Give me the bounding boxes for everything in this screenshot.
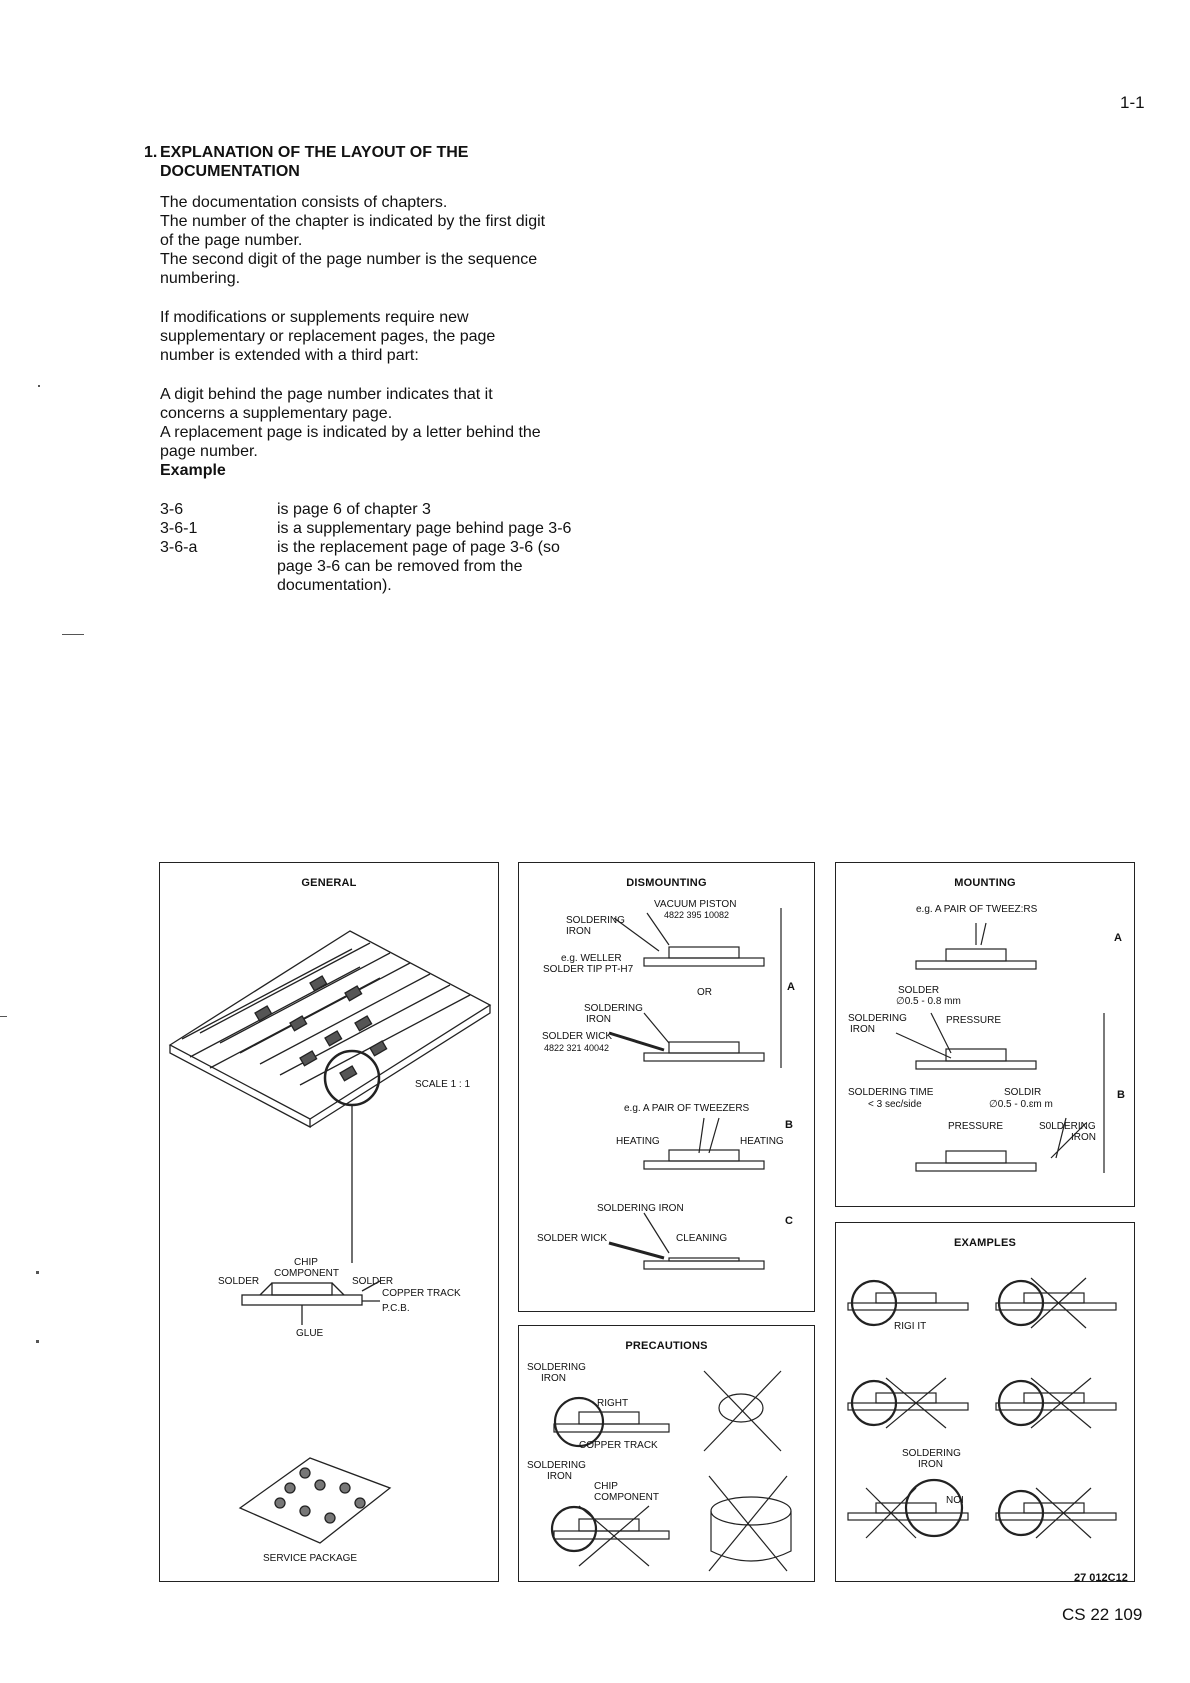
soldering2-label: S0LDERING <box>1039 1121 1096 1132</box>
scan-mark <box>36 1271 39 1274</box>
text-line: documentation). <box>277 577 392 594</box>
right-label: RIGI IT <box>894 1321 927 1332</box>
solder-wick2-label: SOLDER WICK <box>537 1233 608 1244</box>
component-label: COMPONENT <box>274 1268 339 1279</box>
heating-right-label: HEATING <box>740 1136 784 1147</box>
iron-label: IRON <box>566 926 591 937</box>
soldering-label: SOLDERING <box>902 1448 961 1459</box>
soldering-label: SOLDERING <box>848 1013 907 1024</box>
service-package-label: SERVICE PACKAGE <box>263 1553 358 1564</box>
solder2-label: SOLDIR <box>1004 1087 1042 1098</box>
soldering-label: SOLDERING <box>527 1362 586 1373</box>
document-code: CS 22 109 <box>1062 1605 1143 1624</box>
panel-title: GENERAL <box>301 877 357 889</box>
paragraph-chapters <box>160 193 624 288</box>
time-value-label: < 3 sec/side <box>868 1099 922 1110</box>
copper-track-label: COPPER TRACK <box>382 1288 461 1299</box>
soldering2-label: SOLDERING <box>527 1460 586 1471</box>
example-code: 3-6-a <box>160 539 198 556</box>
mark-b: B <box>1117 1089 1125 1101</box>
solder-left-label: SOLDER <box>218 1276 260 1287</box>
panel-title: EXAMPLES <box>953 1237 1017 1249</box>
figure-code: 27 012C12 <box>1074 1572 1128 1584</box>
panel-title: PRECAUTIONS <box>625 1340 708 1352</box>
soldering-iron-label: SOLDERING IRON <box>597 1203 684 1214</box>
example-desc <box>277 538 607 595</box>
table-row <box>160 538 607 595</box>
mark-a: A <box>787 981 795 993</box>
text-line: A digit behind the page number indicates that it <box>160 386 493 403</box>
iron-label: IRON <box>850 1024 875 1035</box>
solder-label: SOLDER <box>898 985 940 996</box>
dismounting-panel <box>518 862 815 1312</box>
iron2-label: IRON <box>586 1014 611 1025</box>
text-line: is page 6 of chapter 3 <box>277 501 431 518</box>
scan-mark <box>0 1016 7 1017</box>
solder-wick-code: 4822 321 40042 <box>544 1043 610 1053</box>
text-line: of the page number. <box>160 232 303 249</box>
section-title-line2: DOCUMENTATION <box>160 163 300 180</box>
general-panel <box>159 862 499 1582</box>
solder-dia-label: ∅0.5 - 0.8 mm <box>896 996 961 1007</box>
example-code: 3-6-1 <box>160 520 198 537</box>
panel-title: DISMOUNTING <box>626 877 707 889</box>
glue-label: GLUE <box>296 1328 324 1339</box>
chip-label: CHIP <box>594 1481 618 1492</box>
example-desc <box>277 519 607 538</box>
example-label: Example <box>160 462 226 479</box>
iron-label: IRON <box>541 1373 566 1384</box>
table-row <box>160 519 607 538</box>
mark-a: A <box>1114 932 1122 944</box>
scan-mark <box>62 634 84 635</box>
iron2-label: IRON <box>547 1471 572 1482</box>
right-label: RIGHT <box>597 1398 629 1409</box>
examples-panel <box>835 1222 1135 1582</box>
section-heading <box>144 143 624 181</box>
text-line: numbering. <box>160 270 241 287</box>
copper-track-label: COPPER TRACK <box>579 1440 658 1451</box>
page-number: 1-1 <box>1120 93 1145 112</box>
text-line: supplementary or replacement pages, the page <box>160 328 496 345</box>
text-line: page number. <box>160 443 258 460</box>
layout-explanation-section <box>144 143 624 595</box>
paragraph-modifications <box>160 308 624 365</box>
eg-weller-label: e.g. WELLER <box>561 953 622 964</box>
precautions-panel <box>518 1325 815 1582</box>
section-number: 1. <box>144 144 158 161</box>
scan-mark <box>36 1340 39 1343</box>
pcb-label: P.C.B. <box>382 1303 410 1314</box>
example-code: 3-6 <box>160 501 184 518</box>
heating-left-label: HEATING <box>616 1136 660 1147</box>
text-line: is a supplementary page behind page 3-6 <box>277 520 572 537</box>
examples-illustration <box>836 1223 1133 1580</box>
iron2-label: IRON <box>1071 1132 1096 1143</box>
component-label: COMPONENT <box>594 1492 659 1503</box>
not-label: NOI <box>946 1495 964 1506</box>
text-line: page 3-6 can be removed from the <box>277 558 523 575</box>
text-line: number is extended with a third part: <box>160 347 419 364</box>
vacuum-piston-label: VACUUM PISTON <box>654 899 737 910</box>
eg-tweezers-label: e.g. A PAIR OF TWEEZ:RS <box>916 904 1038 915</box>
soldering2-label: SOLDERING <box>584 1003 643 1014</box>
panel-title: MOUNTING <box>954 877 1016 889</box>
soldering-label: SOLDERING <box>566 915 625 926</box>
example-desc <box>277 500 607 519</box>
soldering-time-label: SOLDERING TIME <box>848 1087 934 1098</box>
table-row <box>160 500 607 519</box>
text-line: is the replacement page of page 3-6 (so <box>277 539 560 556</box>
or-label: OR <box>697 987 712 998</box>
solder-dia2-label: ∅0.5 - 0.ɛm m <box>989 1099 1053 1110</box>
iron-label: IRON <box>918 1459 943 1470</box>
eg-tweezers-label: e.g. A PAIR OF TWEEZERS <box>624 1103 750 1114</box>
example-table <box>160 500 607 595</box>
text-line: A replacement page is indicated by a letter behind the <box>160 424 541 441</box>
chip-cross-section <box>160 863 497 1580</box>
paragraph-supplements <box>160 385 624 480</box>
pressure-label: PRESSURE <box>946 1015 1002 1026</box>
text-line: The second digit of the page number is the sequence <box>160 251 538 268</box>
cleaning-label: CLEANING <box>676 1233 728 1244</box>
text-line: If modifications or supplements require new <box>160 309 469 326</box>
scan-mark <box>38 385 40 387</box>
vacuum-piston-code: 4822 395 10082 <box>664 910 730 920</box>
section-title-line1: EXPLANATION OF THE LAYOUT OF THE <box>160 144 469 161</box>
mark-b: B <box>785 1119 793 1131</box>
pressure2-label: PRESSURE <box>948 1121 1004 1132</box>
mark-c: C <box>785 1215 793 1227</box>
mounting-panel <box>835 862 1135 1207</box>
scale-label: SCALE 1 : 1 <box>415 1079 471 1090</box>
solder-right-label: SOLDER <box>352 1276 394 1287</box>
solder-tip-label: SOLDER TIP PT-H7 <box>543 964 634 975</box>
chip-label: CHIP <box>294 1257 318 1268</box>
text-line: concerns a supplementary page. <box>160 405 393 422</box>
solder-wick-label: SOLDER WICK <box>542 1031 613 1042</box>
text-line: The number of the chapter is indicated by the first digit <box>160 213 546 230</box>
text-line: The documentation consists of chapters. <box>160 194 448 211</box>
